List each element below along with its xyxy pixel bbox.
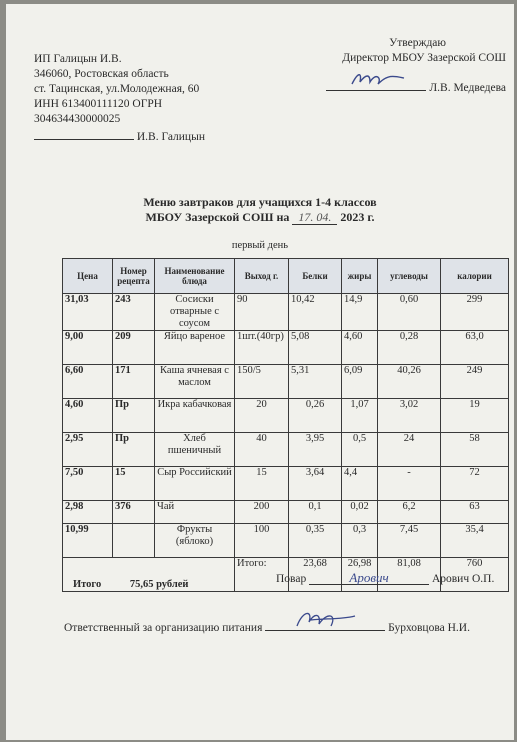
cell-yield: 20 — [235, 399, 289, 433]
cook-label: Повар — [276, 573, 307, 585]
responsible-name: Бурховцова Н.И. — [388, 622, 470, 634]
director-name: Л.В. Медведева — [429, 82, 506, 94]
table-row — [63, 524, 509, 558]
cell-recipe: Пр — [113, 399, 155, 433]
menu-title-line1: Меню завтраков для учащихся 1-4 классов — [143, 195, 377, 209]
supplier-address-2: ст. Тацинская, ул.Молодежная, 60 — [34, 83, 200, 95]
cell-fats: 0,5 — [342, 433, 378, 467]
table-header-row — [63, 259, 509, 294]
cell-recipe: 15 — [113, 467, 155, 501]
responsible-signature-icon — [291, 608, 361, 632]
cell-calories: 299 — [441, 294, 509, 331]
total-proteins: 23,68 — [289, 558, 342, 592]
total-cost-cell — [63, 558, 235, 592]
cell-fats: 14,9 — [342, 294, 378, 331]
director-signature-icon — [348, 68, 408, 90]
cell-price: 7,50 — [63, 467, 113, 501]
table-row — [63, 433, 509, 467]
cell-calories: 35,4 — [441, 524, 509, 558]
col-recipe: Номер рецепта — [113, 259, 155, 294]
responsible-signature — [265, 616, 385, 631]
col-price: Цена — [63, 259, 113, 294]
cell-dish: Каша ячневая с маслом — [155, 365, 235, 399]
totals-label: Итого: — [235, 558, 289, 592]
cell-recipe: 209 — [113, 331, 155, 365]
cell-recipe: 376 — [113, 501, 155, 524]
cell-proteins: 3,95 — [289, 433, 342, 467]
cell-calories: 249 — [441, 365, 509, 399]
col-fats: жиры — [342, 259, 378, 294]
cell-dish: Хлеб пшеничный — [155, 433, 235, 467]
supplier-name: ИП Галицын И.В. — [34, 53, 122, 65]
cell-proteins: 0,26 — [289, 399, 342, 433]
cell-carbs: 7,45 — [378, 524, 441, 558]
col-proteins: Белки — [289, 259, 342, 294]
director-signature — [326, 74, 426, 91]
table-row — [63, 331, 509, 365]
supplier-signature-blank — [34, 127, 134, 140]
supplier-signature-line — [34, 127, 274, 145]
cell-calories: 63 — [441, 501, 509, 524]
cell-calories: 19 — [441, 399, 509, 433]
cell-price: 4,60 — [63, 399, 113, 433]
cell-yield: 1шт.(40гр) — [235, 331, 289, 365]
cell-dish: Сосиски отварные с соусом — [155, 294, 235, 331]
cell-yield: 150/5 — [235, 365, 289, 399]
cell-carbs: 0,60 — [378, 294, 441, 331]
approval-word: Утверждаю — [389, 37, 446, 49]
cell-recipe: 243 — [113, 294, 155, 331]
menu-date: 17. 04. — [292, 210, 337, 225]
responsible-label: Ответственный за организацию питания — [64, 622, 263, 634]
cell-calories: 72 — [441, 467, 509, 501]
cell-fats: 6,09 — [342, 365, 378, 399]
document-sheet — [6, 4, 514, 740]
approval-block — [276, 36, 506, 96]
cell-dish: Сыр Российский — [155, 467, 235, 501]
cell-yield: 15 — [235, 467, 289, 501]
cell-proteins: 10,42 — [289, 294, 342, 331]
total-fats: 26,98 — [342, 558, 378, 592]
cell-carbs: 40,26 — [378, 365, 441, 399]
cook-name: Арович О.П. — [431, 573, 495, 585]
table-row — [63, 365, 509, 399]
cell-price: 9,00 — [63, 331, 113, 365]
cell-proteins: 0,1 — [289, 501, 342, 524]
col-dish: Наименование блюда — [155, 259, 235, 294]
approval-signature-line — [276, 74, 506, 96]
col-carbs: углеводы — [378, 259, 441, 294]
cell-proteins: 3,64 — [289, 467, 342, 501]
cell-price: 2,95 — [63, 433, 113, 467]
cell-fats: 1,07 — [342, 399, 378, 433]
menu-year: 2023 г. — [340, 210, 375, 224]
col-yield: Выход г. — [235, 259, 289, 294]
cook-signature — [309, 570, 429, 585]
supplier-ogrn: 304634430000025 — [34, 113, 121, 125]
cell-yield: 200 — [235, 501, 289, 524]
table-row — [63, 294, 509, 331]
cell-recipe: 171 — [113, 365, 155, 399]
total-label: Итого — [73, 579, 102, 590]
menu-title-line2 — [6, 210, 514, 225]
supplier-address-1: 346060, Ростовская область — [34, 68, 169, 80]
cell-proteins: 0,35 — [289, 524, 342, 558]
menu-day: первый день — [231, 240, 289, 251]
cell-price: 10,99 — [63, 524, 113, 558]
supplier-inn: ИНН 613400111120 ОГРН — [34, 98, 163, 110]
cell-proteins: 5,31 — [289, 365, 342, 399]
cell-recipe: Пр — [113, 433, 155, 467]
cell-yield: 40 — [235, 433, 289, 467]
cook-signature-text: Арович — [349, 570, 389, 585]
cell-carbs: 24 — [378, 433, 441, 467]
cell-calories: 63,0 — [441, 331, 509, 365]
cell-dish: Икра кабачковая — [155, 399, 235, 433]
total-carbs: 81,08 — [378, 558, 441, 592]
cell-yield: 90 — [235, 294, 289, 331]
col-calories: калории — [441, 259, 509, 294]
cell-fats: 4,60 — [342, 331, 378, 365]
cell-price: 2,98 — [63, 501, 113, 524]
menu-title — [6, 195, 514, 225]
cell-recipe — [113, 524, 155, 558]
cell-proteins: 5,08 — [289, 331, 342, 365]
cell-fats: 4,4 — [342, 467, 378, 501]
cell-price: 31,03 — [63, 294, 113, 331]
menu-table — [62, 258, 509, 592]
table-row — [63, 501, 509, 524]
cell-dish: Чай — [155, 501, 235, 524]
supplier-signer: И.В. Галицын — [136, 131, 205, 143]
table-row — [63, 399, 509, 433]
total-sum: 75,65 рублей — [129, 579, 189, 590]
table-row — [63, 467, 509, 501]
cell-fats: 0,02 — [342, 501, 378, 524]
cell-price: 6,60 — [63, 365, 113, 399]
cook-signature-line — [276, 570, 494, 585]
cell-carbs: 0,28 — [378, 331, 441, 365]
responsible-signature-line — [64, 616, 470, 634]
approval-position: Директор МБОУ Зазерской СОШ — [342, 52, 506, 64]
cell-dish: Яйцо вареное — [155, 331, 235, 365]
cell-calories: 58 — [441, 433, 509, 467]
cell-carbs: - — [378, 467, 441, 501]
cell-carbs: 6,2 — [378, 501, 441, 524]
cell-fats: 0,3 — [342, 524, 378, 558]
cell-carbs: 3,02 — [378, 399, 441, 433]
menu-title-school: МБОУ Зазерской СОШ на — [145, 210, 290, 224]
cell-yield: 100 — [235, 524, 289, 558]
total-calories: 760 — [441, 558, 509, 592]
cell-dish: Фрукты (яблоко) — [155, 524, 235, 558]
supplier-block — [34, 52, 274, 145]
